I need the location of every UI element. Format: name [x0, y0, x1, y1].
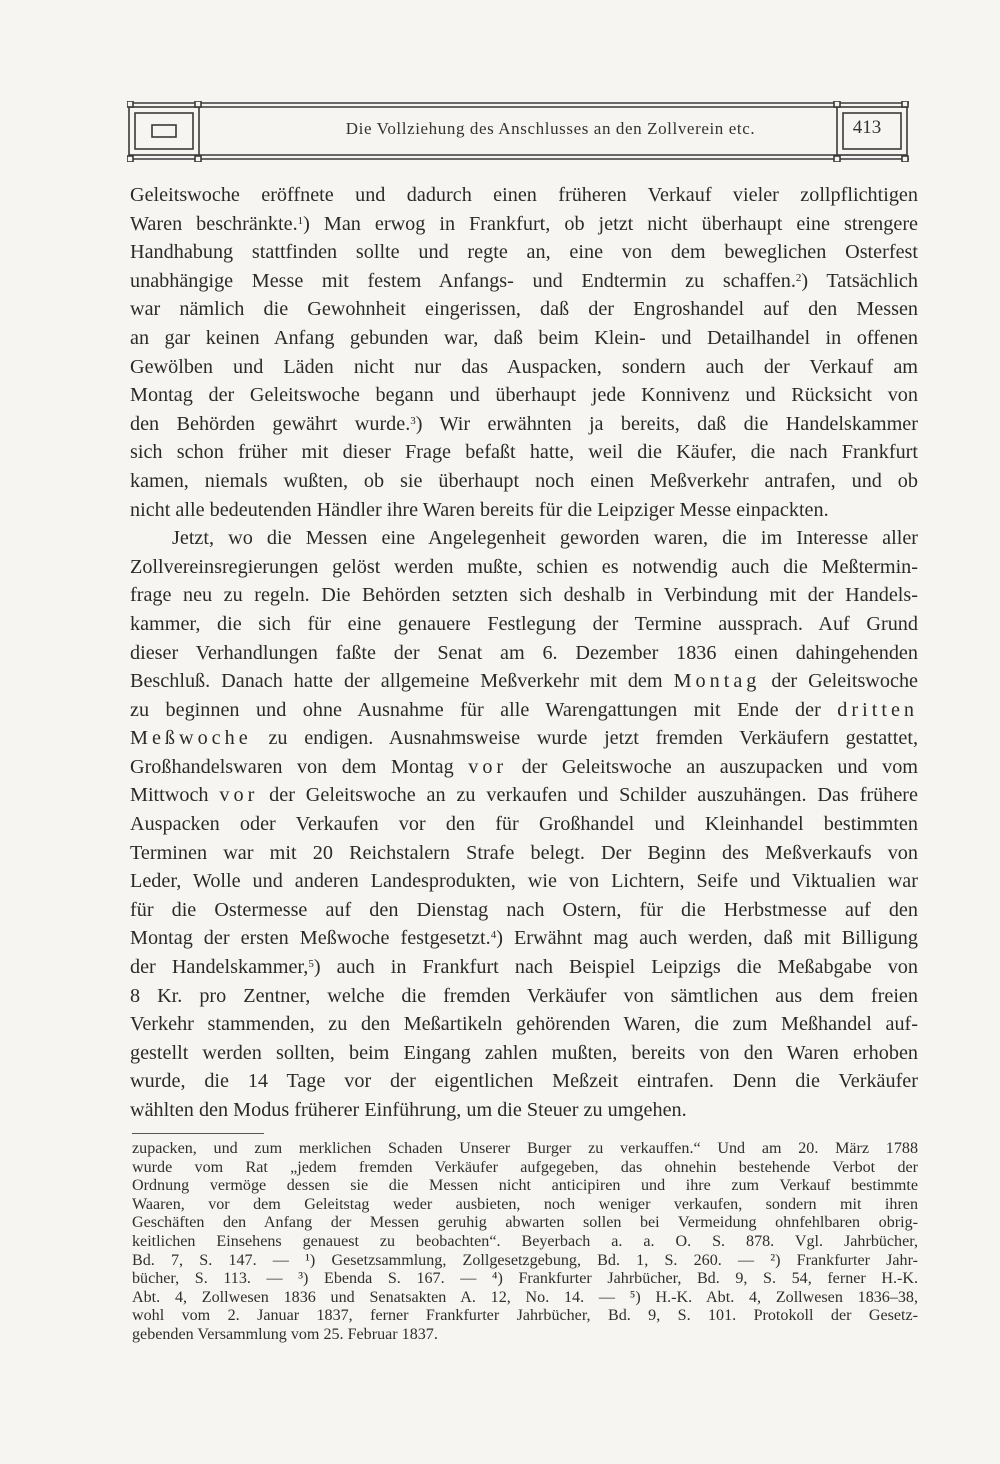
footnote-line: Bd. 7, S. 147. — ¹) Gesetzsammlung, Zollgesetzgebung, Bd. 1, S. 260. — ²) Frankfurter Jahr-: [132, 1251, 918, 1269]
text-run: wählten den Modus früherer Einführung, um die Steuer zu umgehen.: [130, 1099, 687, 1121]
footnotes: [132, 1140, 918, 1345]
text-run: kammer, die sich für eine genauere Festlegung der Termine aussprach. Auf Grund: [130, 612, 918, 635]
footnote-line: wurde vom Rat „jedem fremden Verkäufer aufgegeben, das ohnehin bestehende Verbot der: [132, 1158, 918, 1176]
text-run: Montag der Geleitswoche begann und überhaupt jede Konnivenz und Rücksicht von: [130, 384, 918, 407]
body-line: [130, 867, 918, 896]
text-run: unabhängige Messe mit festem Anfangs- und Endtermin zu schaffen.: [130, 269, 796, 292]
page-number: 413: [852, 117, 882, 138]
body-line: [130, 696, 918, 725]
body-line: [130, 724, 918, 753]
body-line: [130, 210, 918, 239]
body-line: [130, 1039, 918, 1068]
body-line: [130, 238, 918, 267]
text-run: Terminen war mit 20 Reichstalern Strafe belegt. Der Beginn des Meßverkaufs von: [130, 841, 918, 864]
text-run: ) auch in Frankfurt nach Beispiel Leipzigs die Meßabgabe von: [313, 956, 918, 979]
footnote-line: Geschäften den Anfang der Messen geruhig abwarten sollen bei Vermeidung ohnfehlbaren obrig-: [132, 1214, 918, 1232]
text-run: Verkehr stammenden, zu den Meßartikeln gehörenden Waren, die zum Meßhandel auf-: [130, 1013, 918, 1036]
body-line: [130, 924, 918, 953]
body-line: [130, 839, 918, 868]
footnote-line: Waaren, vor dem Geleitstag weder ausbieten, noch weniger verkaufen, sondern mit ihren: [132, 1195, 918, 1213]
body-line: [130, 496, 918, 525]
text-run: gestellt werden sollten, beim Eingang zahlen mußten, bereits von den Waren erhoben: [130, 1041, 918, 1064]
body-line: [130, 381, 918, 410]
footnote-line: keitlichen Einsehens genauest zu beobachten“. Beyerbach a. a. O. S. 878. Vgl. Jahrbücher,: [132, 1232, 918, 1250]
body-line: [130, 667, 918, 696]
text-run: war nämlich die Gewohnheit eingerissen, daß der Engroshandel auf den Messen: [130, 298, 918, 321]
emphasized-text: dritten: [837, 698, 918, 721]
body-line: [130, 810, 918, 839]
text-run: Gewölben und Läden nicht nur das Auspacken, sondern auch der Verkauf am: [130, 355, 918, 378]
text-run: Leder, Wolle und anderen Landesprodukten, wie von Lichtern, Seife und Viktualien war: [130, 870, 918, 893]
body-line: [130, 324, 918, 353]
body-line: [130, 438, 918, 467]
text-run: ) Tatsächlich: [801, 269, 918, 292]
body-line: [130, 982, 918, 1011]
body-text: [130, 181, 918, 1125]
text-run: der Geleitswoche an zu verkaufen und Schilder auszuhängen. Das frühere: [258, 784, 918, 807]
body-line: [130, 953, 918, 982]
emphasized-text: Montag: [673, 670, 761, 693]
ornament-square-icon: [152, 125, 176, 137]
footnote-marker: 2: [795, 271, 802, 284]
text-run: Zollvereinsregierungen gelöst werden mußte, schien es notwendig auch die Meßtermin-: [130, 555, 918, 578]
text-run: der Geleitswoche an auszupacken und vom: [507, 755, 918, 778]
text-run: Montag der ersten Meßwoche festgesetzt.: [130, 927, 491, 950]
text-run: ) Man erwog in Frankfurt, ob jetzt nicht überhaupt eine strengere: [303, 212, 919, 235]
footnote-line: gebenden Versammlung vom 25. Februar 1837.: [132, 1325, 438, 1343]
body-line: [130, 467, 918, 496]
body-line: [130, 581, 918, 610]
body-line: [130, 181, 918, 210]
body-line: [130, 1010, 918, 1039]
text-run: Waren beschränkte.: [130, 212, 298, 235]
body-line: [130, 896, 918, 925]
text-run: Mittwoch: [130, 784, 220, 807]
text-run: der Geleitswoche: [760, 670, 918, 693]
footnote-marker: 1: [297, 214, 304, 227]
emphasized-text: vor: [219, 784, 259, 807]
footnote-marker: 5: [308, 958, 314, 971]
body-line: [130, 1096, 918, 1125]
text-run: 8 Kr. pro Zentner, welche die fremden Verkäufer von sämtlichen aus dem freien: [130, 984, 918, 1007]
body-line: [130, 1067, 918, 1096]
body-line: [130, 553, 918, 582]
text-run: den Behörden gewährt wurde.: [130, 412, 411, 435]
text-run: frage neu zu regeln. Die Behörden setzten sich deshalb in Verbindung mit der Handels-: [130, 584, 918, 607]
text-run: Großhandelswaren von dem Montag: [130, 755, 469, 778]
footnote-marker: 3: [410, 414, 416, 427]
text-run: dieser Verhandlungen faßte der Senat am 6. Dezember 1836 einen dahingehenden: [130, 641, 918, 664]
body-line: [130, 524, 918, 553]
footnote-line: wohl vom 2. Januar 1837, ferner Frankfurter Jahrbücher, Bd. 9, S. 101. Protokoll der Gesetz-: [132, 1307, 918, 1325]
body-line: [130, 353, 918, 382]
text-run: an gar keinen Anfang gebunden war, daß beim Klein- und Detailhandel in offenen: [130, 326, 918, 349]
text-run: Geleitswoche eröffnete und dadurch einen früheren Verkauf vieler zollpflichtigen: [130, 184, 918, 206]
body-line: [130, 639, 918, 668]
running-header: [127, 101, 909, 162]
body-line: [130, 753, 918, 782]
text-run: der Handelskammer,: [130, 956, 309, 979]
body-line: [130, 267, 918, 296]
footnote-line: Abt. 4, Zollwesen 1836 und Senatsakten A. 12, No. 14. — ⁵) H.-K. Abt. 4, Zollwesen 1836–38,: [132, 1288, 918, 1306]
text-run: nicht alle bedeutenden Händler ihre Waren bereits für die Leipziger Messe einpackten.: [130, 498, 829, 521]
body-line: [130, 410, 918, 439]
text-run: ) Erwähnt mag auch werden, daß mit Billigung: [496, 927, 918, 950]
text-run: sich schon früher mit dieser Frage befaßt hatte, weil die Käufer, die nach Frankfurt: [130, 441, 918, 464]
footnote-line: Ordnung vermöge dessen sie die Messen nicht anticipiren und ihre zum Verkauf bestimmte: [132, 1177, 918, 1195]
text-run: ) Wir erwähnten ja bereits, daß die Handelskammer: [415, 412, 918, 435]
footnote-marker: 4: [490, 929, 497, 942]
text-run: für die Ostermesse auf den Dienstag nach Ostern, für die Herbstmesse auf den: [130, 898, 918, 921]
text-run: Jetzt, wo die Messen eine Angelegenheit geworden waren, die im Interesse aller: [172, 527, 918, 550]
text-run: kamen, niemals wußten, ob sie überhaupt noch einen Meßverkehr antrafen, und ob: [130, 469, 918, 492]
footnote-line: bücher, S. 113. — ³) Ebenda S. 167. — ⁴) Frankfurter Jahrbücher, Bd. 9, S. 54, ferner H.-K.: [132, 1270, 918, 1288]
text-run: wurde, die 14 Tage vor der eigentlichen Meßzeit eintrafen. Denn die Verkäufer: [130, 1070, 918, 1093]
text-run: Auspacken oder Verkaufen vor den für Großhandel und Kleinhandel bestimmten: [130, 813, 918, 836]
body-line: [130, 610, 918, 639]
text-run: zu endigen. Ausnahmsweise wurde jetzt fremden Verkäufern gestattet,: [251, 727, 918, 750]
body-line: [130, 295, 918, 324]
footnote-line: zupacken, und zum merklichen Schaden Unserer Burger zu verkauffen.“ Und am 20. März 1788: [132, 1140, 918, 1157]
text-run: zu beginnen und ohne Ausnahme für alle Warengattungen mit Ende der: [130, 698, 838, 721]
body-line: [130, 781, 918, 810]
emphasized-text: Meßwoche: [130, 727, 252, 750]
footnote-divider: [132, 1133, 264, 1134]
text-run: Handhabung stattfinden sollte und regte an, eine von dem beweglichen Osterfest: [130, 241, 918, 264]
text-run: Beschluß. Danach hatte der allgemeine Meßverkehr mit dem: [130, 670, 674, 693]
running-title: Die Vollziehung des Anschlusses an den Zollverein etc.: [345, 119, 756, 138]
emphasized-text: vor: [468, 755, 508, 778]
